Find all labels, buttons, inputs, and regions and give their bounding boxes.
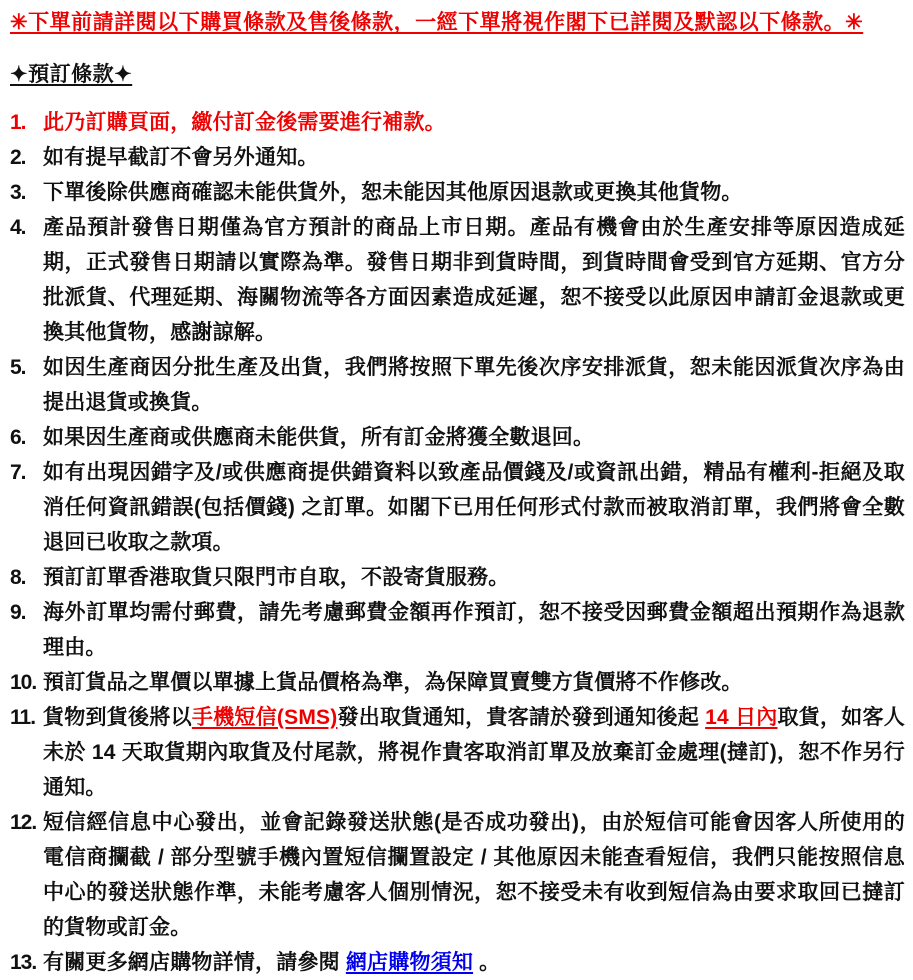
- text-segment: 取貨，如客人未於 14 天取貨期內取貨及付尾款，將視作貴客取消訂單及放棄訂金處理(撻訂)，恕不作另行通知。: [43, 705, 906, 799]
- term-number: 13.: [10, 950, 37, 974]
- term-text: [43, 350, 905, 420]
- term-text: [43, 595, 905, 665]
- text-segment: 如因生產商因分批生產及出貨，我們將按照下單先後次序安排派貨，恕未能因派貨次序為由提出退貨或換貨。: [43, 355, 905, 414]
- text-segment: 短信經信息中心發出，並會記錄發送狀態(是否成功發出)，由於短信可能會因客人所使用的電信商攔截 / 部分型號手機內置短信攔置設定 / 其他原因未能查看短信，我們只能按照信息中心的發送狀態作準，未能考慮客人個別情況，恕不接受未有收到短信為由要求取回已撻訂的貨物或訂金。: [43, 810, 905, 939]
- term-text: [43, 210, 905, 350]
- term-text: [43, 420, 905, 455]
- term-number: 7.: [10, 460, 26, 484]
- text-segment: 如果因生產商或供應商未能供貨，所有訂金將獲全數退回。: [43, 425, 595, 449]
- term-text: [43, 945, 905, 980]
- term-number: 2.: [10, 145, 26, 169]
- term-number: 8.: [10, 565, 26, 589]
- term-item-1: [10, 105, 905, 140]
- term-number: 4.: [10, 215, 26, 239]
- text-segment: 貨物到貨後將以: [43, 705, 192, 729]
- text-segment-red: 此乃訂購頁面，繳付訂金後需要進行補款。: [43, 110, 446, 134]
- term-text: [43, 560, 905, 595]
- term-item-4: [10, 210, 905, 350]
- term-item-12: [10, 805, 905, 945]
- term-number: 12.: [10, 810, 37, 834]
- term-item-2: [10, 140, 905, 175]
- text-segment: 預訂貨品之單價以單據上貨品價格為準，為保障買賣雙方貨價將不作修改。: [43, 670, 743, 694]
- term-item-3: [10, 175, 905, 210]
- text-segment: 有關更多網店購物詳情，請參閱: [43, 950, 346, 974]
- text-segment: 。: [473, 950, 501, 974]
- text-segment: 如有出現因錯字及/或供應商提供錯資料以致產品價錢及/或資訊出錯，精品有權利-拒絕及取消任何資訊錯誤(包括價錢) 之訂單。如閣下已用任何形式付款而被取消訂單，我們將會全數退回已收取之款項。: [43, 460, 905, 554]
- section-title-preorder-terms: ✦預訂條款✦: [10, 63, 133, 87]
- top-warning-banner: ✳下單前請詳閱以下購買條款及售後條款，一經下單將視作閣下已詳閱及默認以下條款。✳: [10, 11, 864, 34]
- term-number: 1.: [10, 110, 26, 134]
- term-text: [43, 805, 905, 945]
- store-shopping-notice-link[interactable]: 網店購物須知: [345, 950, 474, 974]
- term-number: 9.: [10, 600, 26, 624]
- term-item-5: [10, 350, 905, 420]
- text-segment: 預訂訂單香港取貨只限門市自取，不設寄貨服務。: [43, 565, 510, 589]
- text-segment-red-underline: 手機短信(SMS): [191, 705, 338, 729]
- term-item-6: [10, 420, 905, 455]
- term-text: [43, 665, 905, 700]
- term-item-13: [10, 945, 905, 980]
- term-item-10: [10, 665, 905, 700]
- terms-list: [10, 105, 905, 980]
- term-item-11: [10, 700, 905, 805]
- term-number: 5.: [10, 355, 26, 379]
- text-segment: 海外訂單均需付郵費，請先考慮郵費金額再作預訂，恕不接受因郵費金額超出預期作為退款理由。: [43, 600, 905, 659]
- term-item-8: [10, 560, 905, 595]
- term-text: [43, 140, 905, 175]
- term-number: 11.: [10, 705, 36, 729]
- term-number: 6.: [10, 425, 26, 449]
- term-item-9: [10, 595, 905, 665]
- text-segment: 產品預計發售日期僅為官方預計的商品上市日期。產品有機會由於生產安排等原因造成延期，正式發售日期請以實際為準。發售日期非到貨時間，到貨時間會受到官方延期、官方分批派貨、代理延期、海關物流等各方面因素造成延遲，恕不接受以此原因申請訂金退款或更換其他貨物，感謝諒解。: [43, 215, 905, 344]
- term-text: [43, 105, 905, 140]
- text-segment: 發出取貨通知，貴客請於發到通知後起: [337, 705, 706, 729]
- term-item-7: [10, 455, 905, 560]
- term-text: [43, 175, 905, 210]
- term-number: 3.: [10, 180, 26, 204]
- text-segment: 如有提早截訂不會另外通知。: [43, 145, 319, 169]
- term-text: [43, 700, 905, 805]
- term-number: 10.: [10, 670, 37, 694]
- text-segment-red-underline: 14 日內: [705, 705, 778, 729]
- text-segment: 下單後除供應商確認未能供貨外，恕未能因其他原因退款或更換其他貨物。: [43, 180, 743, 204]
- term-text: [43, 455, 905, 560]
